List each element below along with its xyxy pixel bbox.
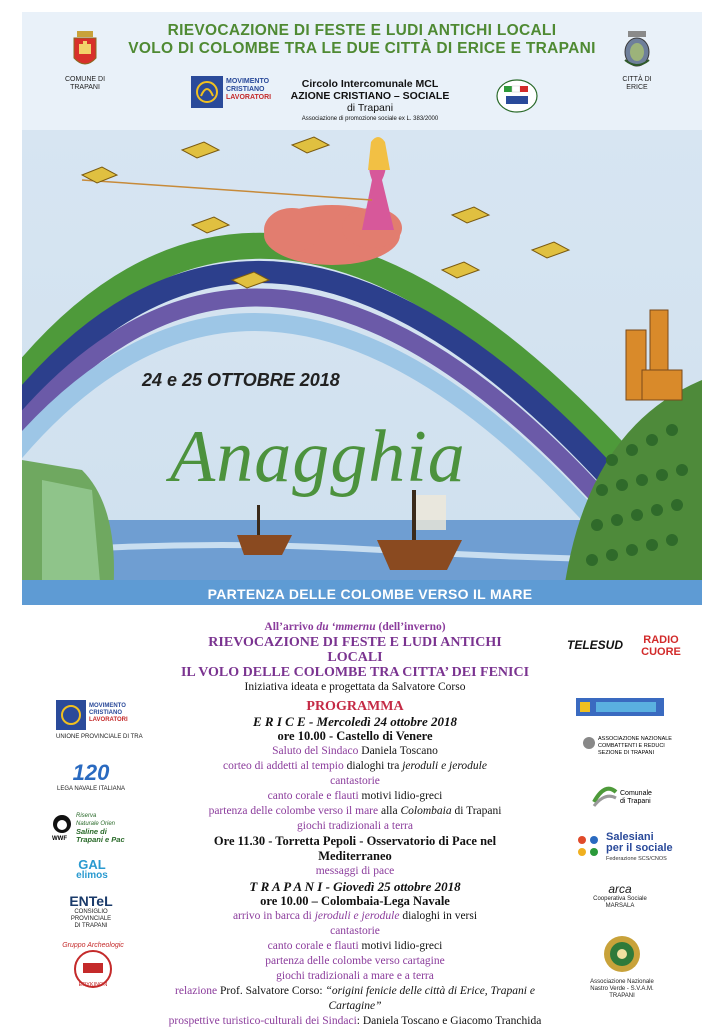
erice-time-1: ore 10.00 - Castello di Venere xyxy=(277,729,433,743)
erice-day: E R I C E - Mercoledì 24 ottobre 2018 xyxy=(252,714,458,729)
wwf-panda-icon xyxy=(52,814,72,834)
sponsor-arca: arca Cooperativa Sociale MARSALA xyxy=(593,882,647,909)
erice-item-2: corteo di addetti al tempio dialoghi tra jeroduli e jerodule xyxy=(223,760,487,772)
circolo-block xyxy=(290,78,450,122)
event-title-anagghia: Anagghia xyxy=(170,416,466,498)
circolo-line-4: Associazione di promozione sociale ex L. 383/2000 xyxy=(301,116,439,122)
poster-title-line2: VOLO DI COLOMBE TRA LE DUE CITTÀ DI ERICE E TRAPANI xyxy=(128,40,596,57)
erice-crest-icon xyxy=(623,30,651,70)
intro-line-3: LOCALI xyxy=(327,650,383,665)
erice-label-2: ERICE xyxy=(626,84,648,91)
trapani-crest-logo xyxy=(60,30,110,92)
intro-line-5: Iniziativa ideata e progettata da Salvatore Corso xyxy=(244,681,466,693)
circolo-line-2: AZIONE CRISTIANO – SOCIALE xyxy=(290,90,450,102)
erice-time-2a: Ore 11.30 - Torretta Pepoli - Osservatorio di Pace nel xyxy=(213,834,497,848)
trapani-item-5: giochi tradizionali a mare e a terra xyxy=(276,970,434,982)
erice-item-1: Saluto del Sindaco Daniela Toscano xyxy=(272,745,438,757)
trapani-day: T R A P A N I - Giovedì 25 ottobre 2018 xyxy=(249,879,461,894)
erice-item-3: cantastorie xyxy=(330,775,380,787)
comunale-swirl-icon xyxy=(590,782,620,812)
combattenti-emblem-icon xyxy=(582,736,596,750)
sponsor-telesud: TELESUD xyxy=(566,638,623,652)
trapani-crest-icon xyxy=(71,30,99,70)
poster-title-line1: RIEVOCAZIONE DI FESTE E LUDI ANTICHI LOCALI xyxy=(167,22,557,39)
trapani-item-1: arrivo in barca di jeroduli e jerodule dialoghi in versi xyxy=(232,910,478,922)
erice-item-6: giochi tradizionali a terra xyxy=(297,820,413,832)
erice-time-2b: Mediterraneo xyxy=(318,849,392,863)
mcl-logo xyxy=(190,74,278,110)
event-date: 24 e 25 OTTOBRE 2018 xyxy=(142,370,340,390)
intro-line-4: IL VOLO DELLE COLOMBE TRA CITTA’ DEI FENICI xyxy=(180,665,530,680)
painting-illustration xyxy=(22,130,702,605)
sponsor-wwf-riserva: WWF Riserva Naturale Orien Saline di Trapani e Pac xyxy=(52,813,125,844)
mcl-logo-text-2: CRISTIANO xyxy=(226,86,265,93)
sponsor-nastro-verde: Associazione Nazionale Nastro Verde - S.V.A.M. TRAPANI xyxy=(584,934,660,1000)
sponsor-entel: ENTeL CONSIGLIO PROVINCIALE DI TRAPANI xyxy=(69,893,113,929)
trapani-item-6: relazione Prof. Salvatore Corso: “origini fenicie delle città di Erice, Trapani e xyxy=(175,985,535,997)
program-title: PROGRAMMA xyxy=(306,699,404,714)
trapani-item-2: cantastorie xyxy=(330,925,380,937)
nastro-verde-medal-icon xyxy=(602,934,642,974)
rainbow-painting xyxy=(22,130,702,605)
program-text xyxy=(120,620,590,1029)
trapani-item-3: canto corale e flauti motivi lidio-greci xyxy=(267,940,443,952)
trapani-label-2: TRAPANI xyxy=(70,84,100,91)
intro-line-1: All’arrivo du ‘mmernu (dell’inverno) xyxy=(264,621,446,633)
erice-item-4: canto corale e flauti motivi lidio-greci xyxy=(267,790,443,802)
lega-navale-label: LEGA NAVALE ITALIANA xyxy=(56,786,126,792)
mcl-small-icon xyxy=(56,700,86,730)
intro-line-2: RIEVOCAZIONE DI FESTE E LUDI ANTICHI xyxy=(208,635,502,650)
circolo-line-3: di Trapani xyxy=(346,102,394,114)
poster: RIEVOCAZIONE DI FESTE E LUDI ANTICHI LOCALI VOLO DI COLOMBE TRA LE DUE CITTÀ DI ERICE E TRAPANI COMUNE DI TRAPANI CITTÀ DI ERICE MOVIMENTO CRISTIANO LAVORATORI Circolo Intercomunale MCL AZIONE CRISTIANO – SOCIALE di Trapani Associazione di promozione sociale ex L. 383/2000 24 e 25 OTTOBRE 2018 Anagghia PARTENZA DELLE COLOMBE VERSO IL MARE All’arrivo du ‘mmernu (dell’inverno) RIEVOCAZIONE DI FESTE E LUDI ANTICHI LOCALI IL VOLO DELLE COLOMBE TRA CITTA’ DEI FENICI Iniziativa ideata e progettata da Salvatore Corso PROGRAMMA E R I C E - Mercoledì 24 ottobre 2018 ore 10.00 - Castello di Venere Saluto del Sindaco Daniela Toscano corteo di addetti al tempio dialoghi tra jeroduli e jerodule cantastorie canto corale e flauti motivi lidio-greci partenza delle colombe verso il mare alla Colombaia di Trapani giochi tradizionali a terra Ore 11.30 - Torretta Pepoli - Osservatorio di Pace nel Mediterraneo messaggi di pace T R A P A N I - Giovedì 25 ottobre 2018 ore 10.00 – Colombaia-Lega Navale arrivo in barca di jeroduli e jerodule dialoghi in versi cantastorie canto corale e flauti motivi lidio-greci partenza delle colombe verso cartagine giochi tradizionali a mare e a terra relazione Prof. Salvatore Corso: “origini fenicie delle città di Erice, Trapani e Cartagine” prospettive turistico-culturali dei Sindaci: Daniela Toscano e Giacomo Tranchida MOVIMENTO CRISTIANO LAVORATORI UNIONE PROVINCIALE DI TRA 120 LEGA NAVALE ITALIANA WWF Riserva Naturale Orien Saline di Trapani e Pac GAL elimos ENTeL CONSIGLIO PROVINCIALE DI TRAPANI Gruppo Archeologic ERYKINON TELESUD RADIO CUORE ASSOCIAZIONE NAZIONALE COMBATTENTI E REDUCI SEZIONE DI TRAPANI Comunale di Trapani Salesiani per il sociale Federazione SCS/CNOS arca Cooperativa Sociale MARSALA Associazione Nazionale Nastro Verde - S.V.A.M. TRAPANI xyxy=(0,0,724,1024)
mcl-logo-text-1: MOVIMENTO xyxy=(226,78,270,85)
sponsor-lega-navale xyxy=(56,760,126,793)
lega-navale-logo: 120 xyxy=(72,760,110,785)
trapani-label-1: COMUNE DI xyxy=(64,76,106,83)
sponsor-gal-elimos: GAL elimos xyxy=(76,857,108,881)
erice-label-1: CITTÀ DI xyxy=(622,76,652,83)
sponsor-gruppo-archeologico: Gruppo Archeologic ERYKINON xyxy=(62,942,124,988)
sponsor-coni-bar xyxy=(576,698,664,716)
trapani-item-4: partenza delle colombe verso cartagine xyxy=(265,955,445,967)
trapani-item-7: prospettive turistico-culturali dei Sindaci: Daniela Toscano e Giacomo Tranchida xyxy=(168,1015,542,1027)
painting-subtitle: PARTENZA DELLE COLOMBE VERSO IL MARE xyxy=(207,586,533,602)
trapani-time-1: ore 10.00 – Colombaia-Lega Navale xyxy=(260,894,450,908)
trapani-item-6b: Cartagine” xyxy=(328,1000,382,1012)
mcl-logo-text-3: LAVORATORI xyxy=(226,94,272,101)
sponsor-radio-cuore: RADIO CUORE xyxy=(641,634,681,658)
salesiani-people-icon xyxy=(574,832,602,860)
erice-crest-logo xyxy=(612,30,662,92)
association-seal-icon xyxy=(496,78,538,114)
mcl-union-label: UNIONE PROVINCIALE DI TRA xyxy=(56,734,143,740)
erice-item-5: partenza delle colombe verso il mare alla Colombaia di Trapani xyxy=(208,805,502,817)
circolo-line-1: Circolo Intercomunale MCL xyxy=(301,78,439,90)
erice-item-7: messaggi di pace xyxy=(315,865,395,877)
